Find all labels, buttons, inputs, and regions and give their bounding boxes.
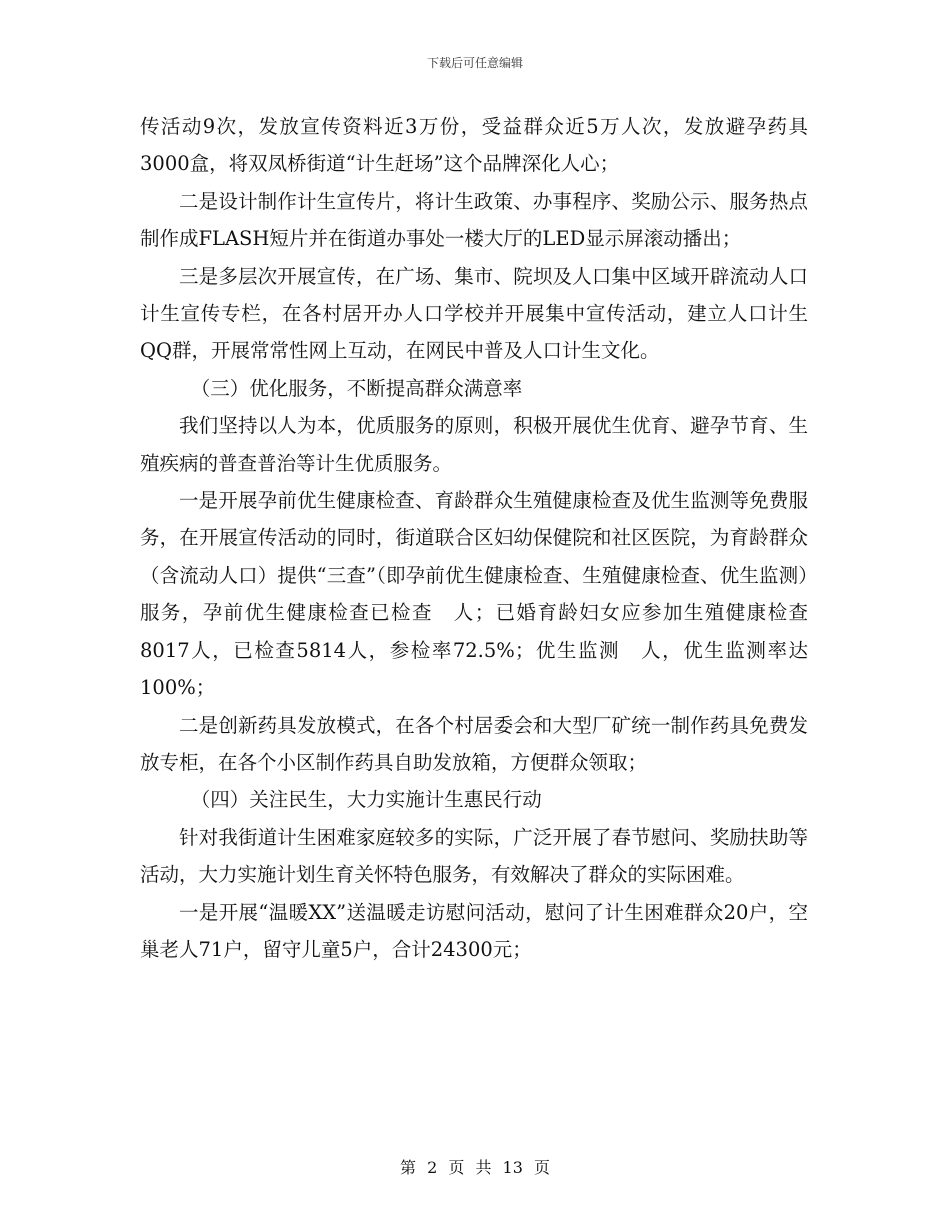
section-heading-optimize-service: （三）优化服务，不断提高群众满意率 — [190, 376, 523, 400]
section-heading-livelihood: （四）关注民生，大力实施计生惠民行动 — [190, 788, 542, 812]
page-footer: 第 2 页 共 13 页 — [400, 1158, 550, 1177]
paragraph-warmth-visits: 一是开展“温暖XX”送温暖走访慰问活动，慰问了计生困难群众20户，空巢老人71户，留守儿童5户，合计24300元； — [140, 900, 808, 961]
paragraph-hardship-support: 针对我街道计生困难家庭较多的实际，广泛开展了春节慰问、奖励扶助等活动，大力实施计划生育关怀特色服务，有效解决了群众的实际困难。 — [140, 825, 808, 887]
paragraph-promo-film: 二是设计制作计生宣传片，将计生政策、办事程序、奖励公示、服务热点制作成FLASH短片并在街道办事处一楼大厅的LED显示屏滚动播出； — [140, 189, 808, 251]
paragraph-contraceptive-distribution: 二是创新药具发放模式，在各个村居委会和大型厂矿统一制作药具免费发放专柜，在各个小区制作药具自助发放箱，方便群众领取； — [140, 713, 808, 774]
paragraph-multilevel-promo: 三是多层次开展宣传，在广场、集市、院坝及人口集中区域开辟流动人口计生宣传专栏，在各村居开办人口学校并开展集中宣传活动，建立人口计生QQ群，开展常常性网上互动，在网民中普及人口计生文化。 — [140, 264, 808, 363]
document-body — [140, 108, 808, 968]
paragraph-promo-activities: 传活动9次，发放宣传资料近3万份，受益群众近5万人次，发放避孕药具3000盒，将双凤桥街道“计生赶场”这个品牌深化人心； — [140, 115, 808, 176]
paragraph-service-principle: 我们坚持以人为本，优质服务的原则，积极开展优生优育、避孕节育、生殖疾病的普查普治等计生优质服务。 — [140, 414, 808, 475]
page-header: 下载后可任意编辑 — [426, 56, 523, 70]
paragraph-health-checks: 一是开展孕前优生健康检查、育龄群众生殖健康检查及优生监测等免费服务，在开展宣传活动的同时，街道联合区妇幼保健院和社区医院，为育龄群众（含流动人口）提供“三查”（即孕前优生健康检查、生殖健康检查、优生监测）服务，孕前优生健康检查已检查 人；已婚育龄妇女应参加生殖健康检查8017人，已检查5814人，参检率72.5%；优生监测 人，优生监测率达100%； — [140, 489, 808, 700]
